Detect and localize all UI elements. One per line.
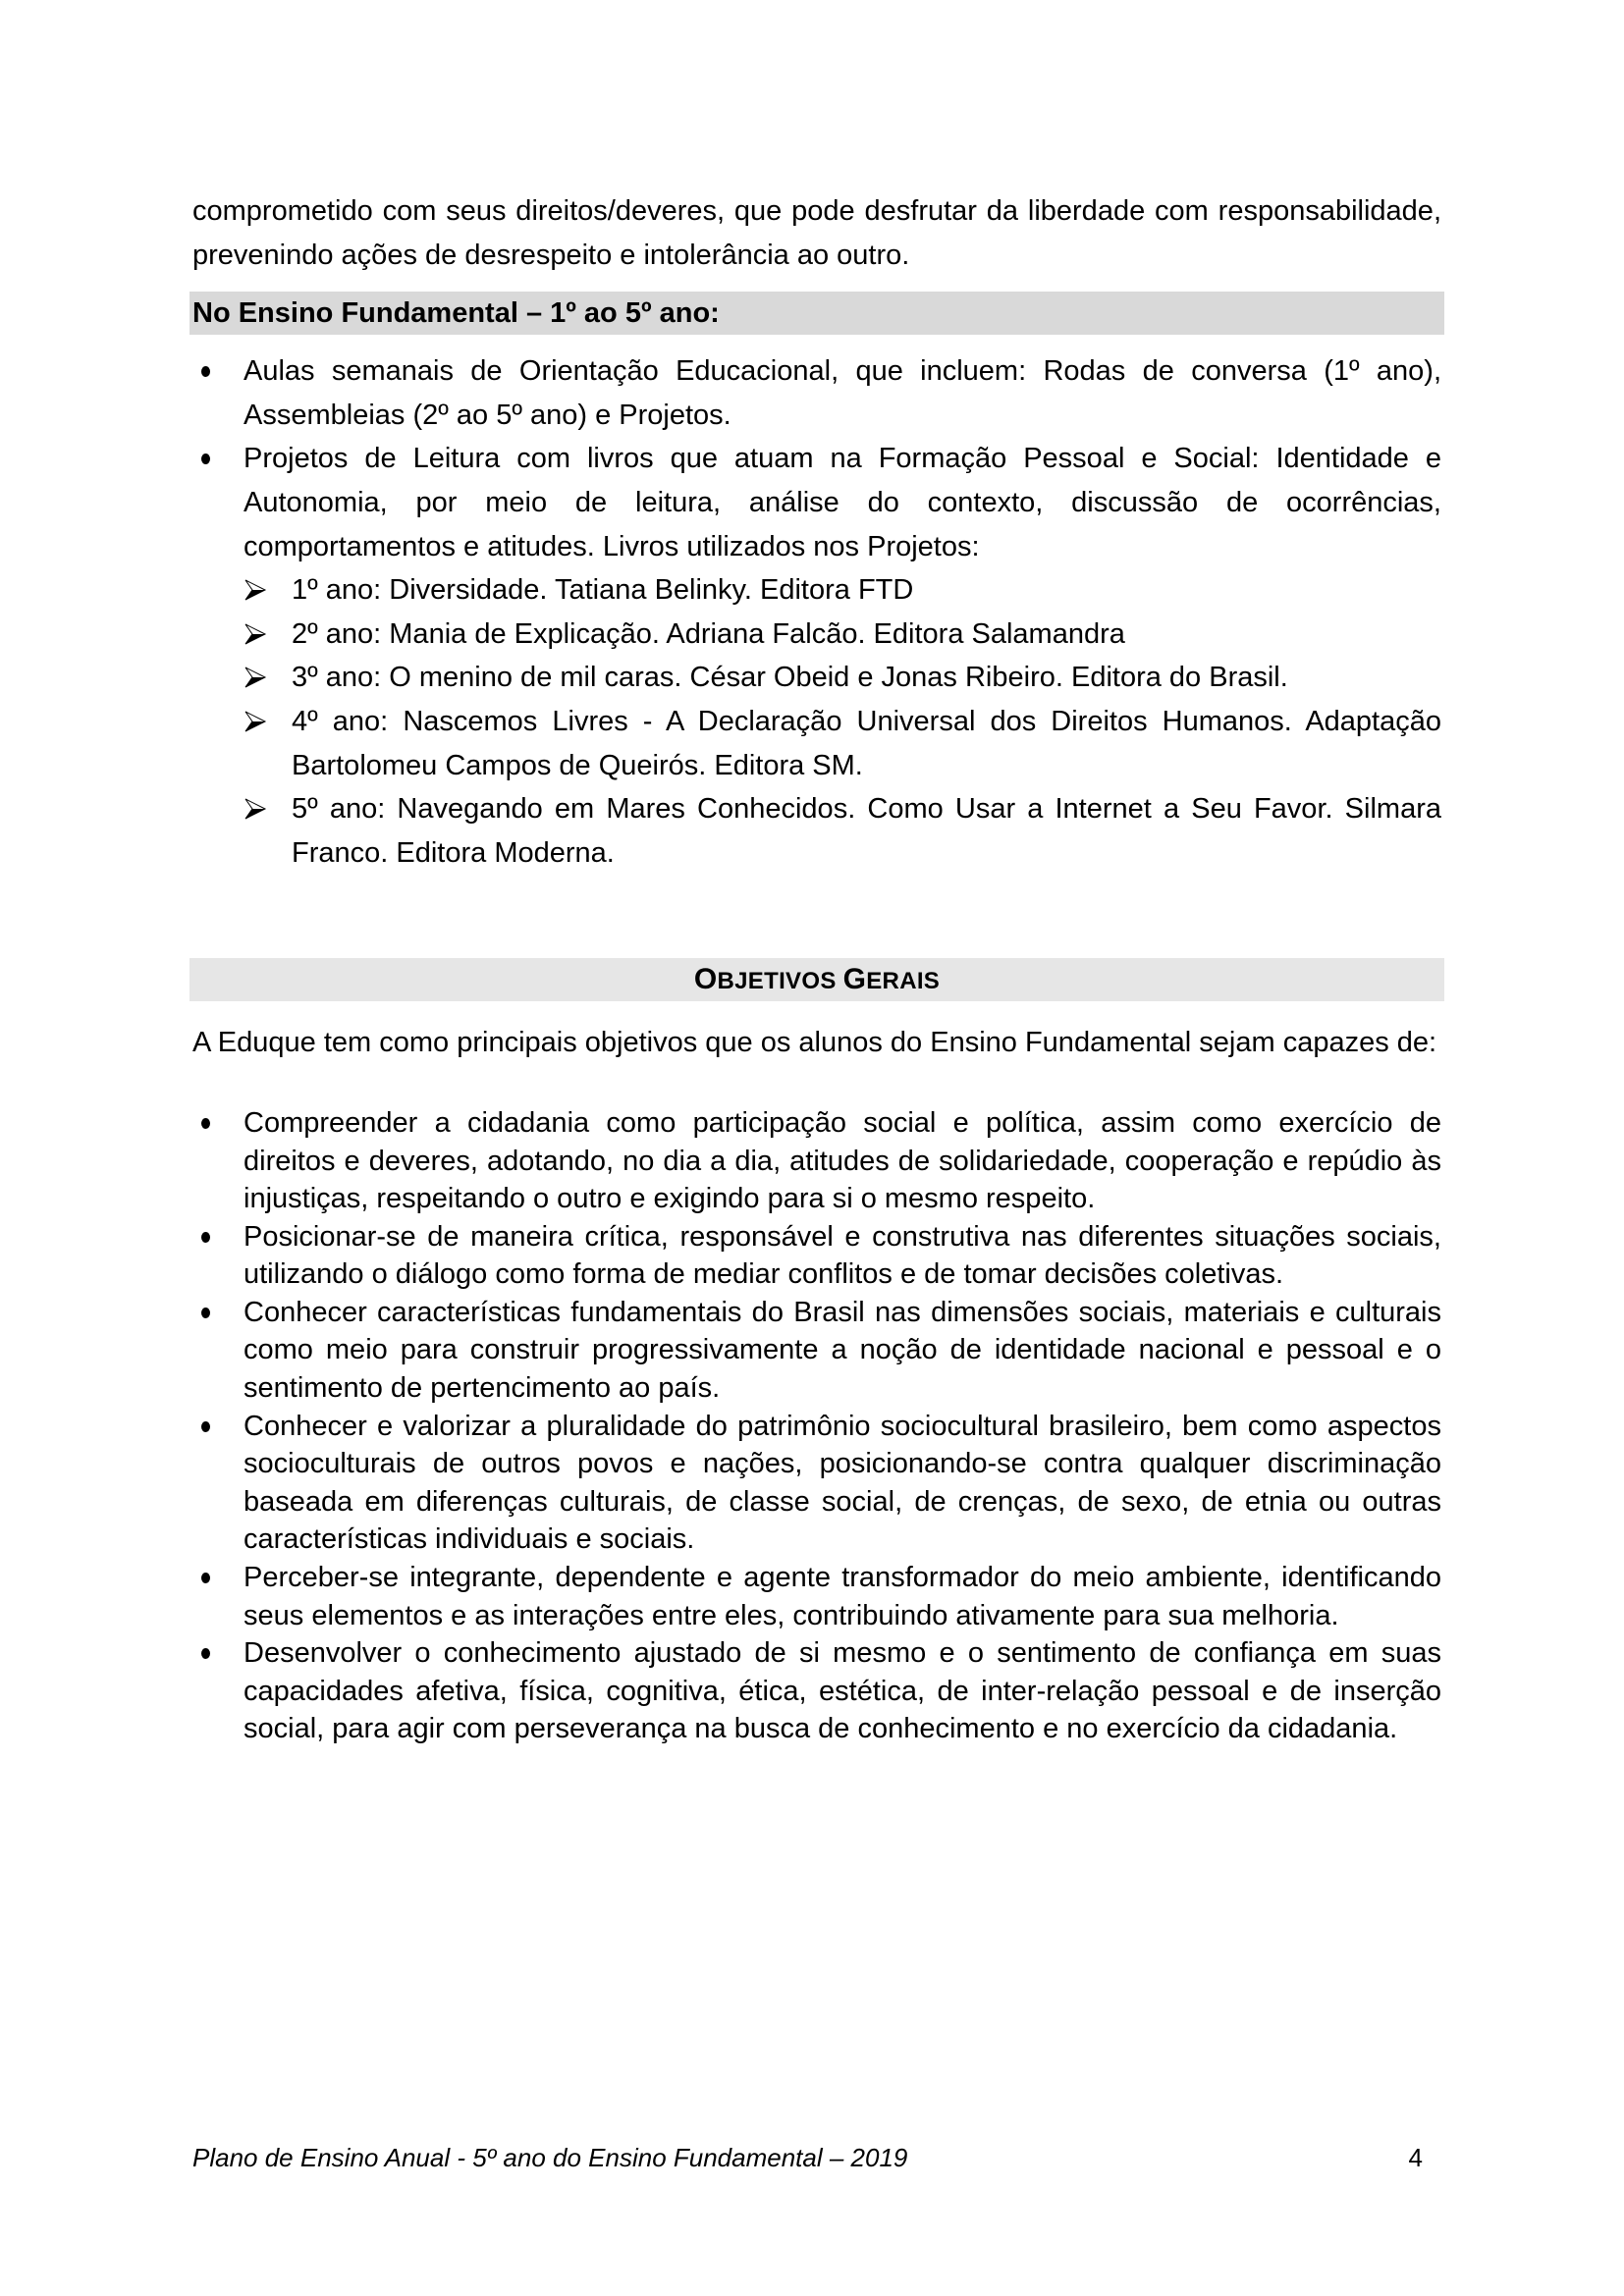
- book-item: [244, 700, 1441, 787]
- heading-part: G: [842, 963, 867, 996]
- fundamental-bullet-list: [192, 349, 1441, 875]
- footer-title: Plano de Ensino Anual - 5º ano do Ensino Fundamental – 2019: [192, 2143, 908, 2172]
- heading-part: O: [693, 963, 718, 996]
- objetivos-bullet-list: [192, 1104, 1441, 1748]
- list-item-text: Projetos de Leitura com livros que atuam na Formação Pessoal e Social: Identidade e Autonomia, por meio de leitura, análise do contexto, discussão de ocorrências, comportamentos e atitudes. Livros utilizados nos Projetos:: [244, 443, 1441, 562]
- arrowhead-bullet-icon: [244, 622, 267, 646]
- books-list: [244, 568, 1441, 875]
- bullet-dot-icon: [201, 1421, 210, 1432]
- book-item-text: 4º ano: Nascemos Livres - A Declaração Universal dos Direitos Humanos. Adaptação Bartolomeu Campos de Queirós. Editora SM.: [292, 705, 1441, 781]
- document-page: [192, 189, 1441, 1748]
- book-item-text: 1º ano: Diversidade. Tatiana Belinky. Editora FTD: [292, 574, 914, 607]
- bullet-dot-icon: [201, 1573, 210, 1583]
- arrowhead-bullet-icon: [244, 666, 267, 689]
- list-item: [192, 1218, 1441, 1294]
- list-item-text: Compreender a cidadania como participação social e política, assim como exercício de direitos e deveres, adotando, no dia a dia, atitudes de solidariedade, cooperação e repúdio às injustiças, respeitando o outro e exigindo para si o mesmo respeito.: [244, 1106, 1441, 1215]
- list-item-text: Perceber-se integrante, dependente e agente transformador do meio ambiente, identificando seus elementos e as interações entre eles, contribuindo ativamente para sua melhoria.: [244, 1562, 1441, 1631]
- arrowhead-bullet-icon: [244, 578, 267, 602]
- list-item-text: Conhecer e valorizar a pluralidade do patrimônio sociocultural brasileiro, bem como aspectos socioculturais de outros povos e nações, posicionando-se contra qualquer discriminação baseada em diferenças culturais, de classe social, de crenças, de sexo, de etnia ou outras características individuais e sociais.: [244, 1410, 1441, 1556]
- page-footer: [192, 2143, 1423, 2173]
- book-item: [244, 613, 1441, 657]
- heading-part: BJETIVOS: [717, 968, 843, 995]
- bullet-dot-icon: [201, 1648, 210, 1659]
- book-item: [244, 656, 1441, 700]
- list-item: [192, 1559, 1441, 1634]
- list-item-text: Aulas semanais de Orientação Educacional, que incluem: Rodas de conversa (1º ano), Assembleias (2º ao 5º ano) e Projetos.: [244, 355, 1441, 431]
- list-item-text: Posicionar-se de maneira crítica, responsável e construtiva nas diferentes situações sociais, utilizando o diálogo como forma de mediar conflitos e de tomar decisões coletivas.: [244, 1220, 1441, 1291]
- objetivos-intro: A Eduque tem como principais objetivos que os alunos do Ensino Fundamental sejam capazes de:: [192, 1027, 1437, 1059]
- list-item-text: Conhecer características fundamentais do Brasil nas dimensões sociais, materiais e culturais como meio para construir progressivamente a noção de identidade nacional e pessoal e o sentimento de pertencimento ao país.: [244, 1296, 1441, 1405]
- arrowhead-bullet-icon: [244, 797, 267, 821]
- book-item: [244, 568, 1441, 613]
- objetivos-section: [192, 1021, 1441, 1748]
- list-item: [192, 1104, 1441, 1218]
- list-item: [192, 1634, 1441, 1748]
- bullet-dot-icon: [201, 1308, 210, 1318]
- bullet-dot-icon: [201, 1118, 210, 1129]
- section-heading-fundamental: No Ensino Fundamental – 1º ao 5º ano:: [189, 292, 1444, 335]
- list-item-text: Desenvolver o conhecimento ajustado de si mesmo e o sentimento de confiança em suas capacidades afetiva, física, cognitiva, ética, estética, de inter-relação pessoal e de inserção social, para agir com perseverança na busca de conhecimento e no exercício da cidadania.: [244, 1637, 1441, 1745]
- page-number: 4: [1408, 2143, 1423, 2172]
- intro-paragraph: comprometido com seus direitos/deveres, que pode desfrutar da liberdade com responsabilidade, prevenindo ações de desrespeito e intolerância ao outro.: [192, 195, 1441, 271]
- list-item: [192, 349, 1441, 437]
- list-item: [192, 1408, 1441, 1559]
- bullet-dot-icon: [201, 454, 210, 464]
- heading-part: ERAIS: [866, 968, 941, 995]
- bullet-dot-icon: [201, 366, 210, 377]
- section-heading-objetivos: [189, 958, 1444, 1001]
- list-item: [192, 437, 1441, 875]
- book-item: [244, 787, 1441, 875]
- arrowhead-bullet-icon: [244, 710, 267, 733]
- book-item-text: 3º ano: O menino de mil caras. César Obeid e Jonas Ribeiro. Editora do Brasil.: [292, 662, 1288, 694]
- book-item-text: 5º ano: Navegando em Mares Conhecidos. Como Usar a Internet a Seu Favor. Silmara Franco. Editora Moderna.: [292, 793, 1441, 869]
- book-item-text: 2º ano: Mania de Explicação. Adriana Falcão. Editora Salamandra: [292, 617, 1125, 650]
- bullet-dot-icon: [201, 1232, 210, 1243]
- list-item: [192, 1294, 1441, 1408]
